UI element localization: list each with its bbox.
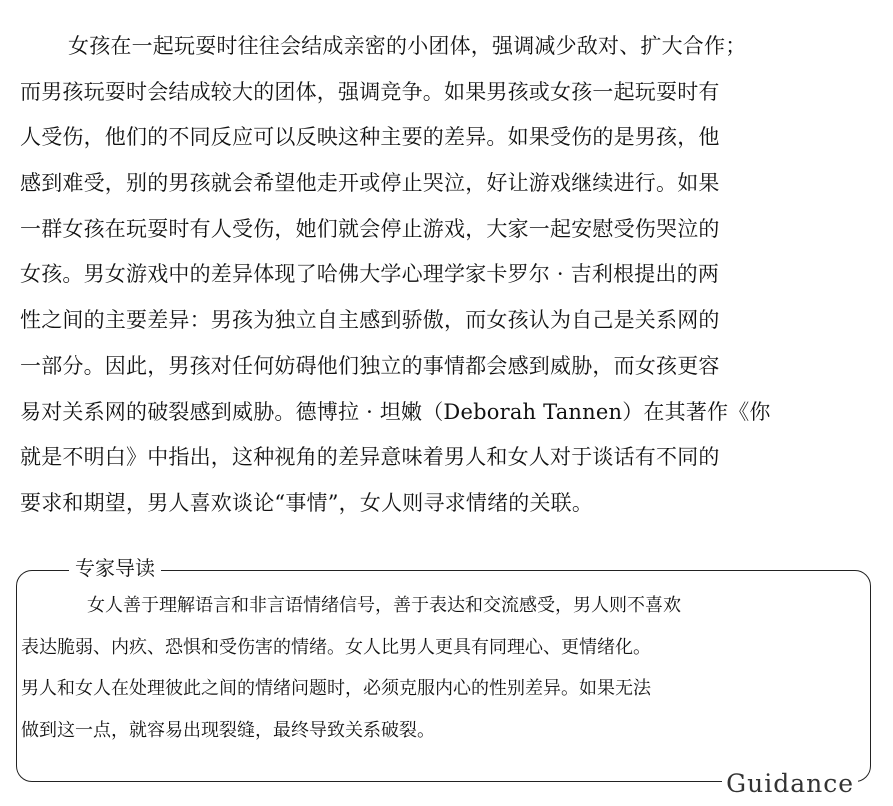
paragraph-line: 一部分。因此，男孩对任何妨碍他们独立的事情都会感到威胁，而女孩更容 xyxy=(20,353,720,378)
guidance-line: 表达脆弱、内疚、恐惧和受伤害的情绪。女人比男人更具有同理心、更情绪化。 xyxy=(21,636,651,658)
expert-guidance-box xyxy=(16,556,871,798)
paragraph-line: 而男孩玩耍时会结成较大的团体，强调竞争。如果男孩或女孩一起玩耍时有 xyxy=(20,79,720,104)
guidance-line: 男人和女人在处理彼此之间的情绪问题时，必须克服内心的性别差异。如果无法 xyxy=(21,678,651,699)
expert-guidance-title: 专家导读 xyxy=(69,553,161,583)
guidance-line: 女人善于理解语言和非言语情绪信号，善于表达和交流感受，男人则不喜欢 xyxy=(87,595,681,616)
paragraph-line: 女孩。男女游戏中的差异体现了哈佛大学心理学家卡罗尔 · 吉利根提出的两 xyxy=(20,262,720,287)
paragraph-line: 感到难受，别的男孩就会希望他走开或停止哭泣，好让游戏继续进行。如果 xyxy=(20,171,720,196)
expert-guidance-body xyxy=(21,591,861,757)
paragraph-line: 易对关系网的破裂感到威胁。德博拉 · 坦嫩（Deborah Tannen）在其著作《你 xyxy=(20,399,771,424)
guidance-line: 做到这一点，就容易出现裂缝，最终导致关系破裂。 xyxy=(21,719,435,741)
paragraph-line: 性之间的主要差异：男孩为独立自主感到骄傲，而女孩认为自己是关系网的 xyxy=(20,308,720,333)
paragraph-line: 人受伤，他们的不同反应可以反映这种主要的差异。如果受伤的是男孩，他 xyxy=(20,125,720,150)
paragraph-line: 一群女孩在玩耍时有人受伤，她们就会停止游戏，大家一起安慰受伤哭泣的 xyxy=(20,216,720,241)
guidance-label: Guidance xyxy=(722,768,858,800)
paragraph-line: 女孩在一起玩耍时往往会结成亲密的小团体，强调减少敌对、扩大合作； xyxy=(68,34,747,58)
paragraph-line: 要求和期望，男人喜欢谈论“事情”，女人则寻求情绪的关联。 xyxy=(20,490,594,515)
paragraph-line: 就是不明白》中指出，这种视角的差异意味着男人和女人对于谈话有不同的 xyxy=(20,445,720,470)
main-paragraph xyxy=(20,28,878,531)
